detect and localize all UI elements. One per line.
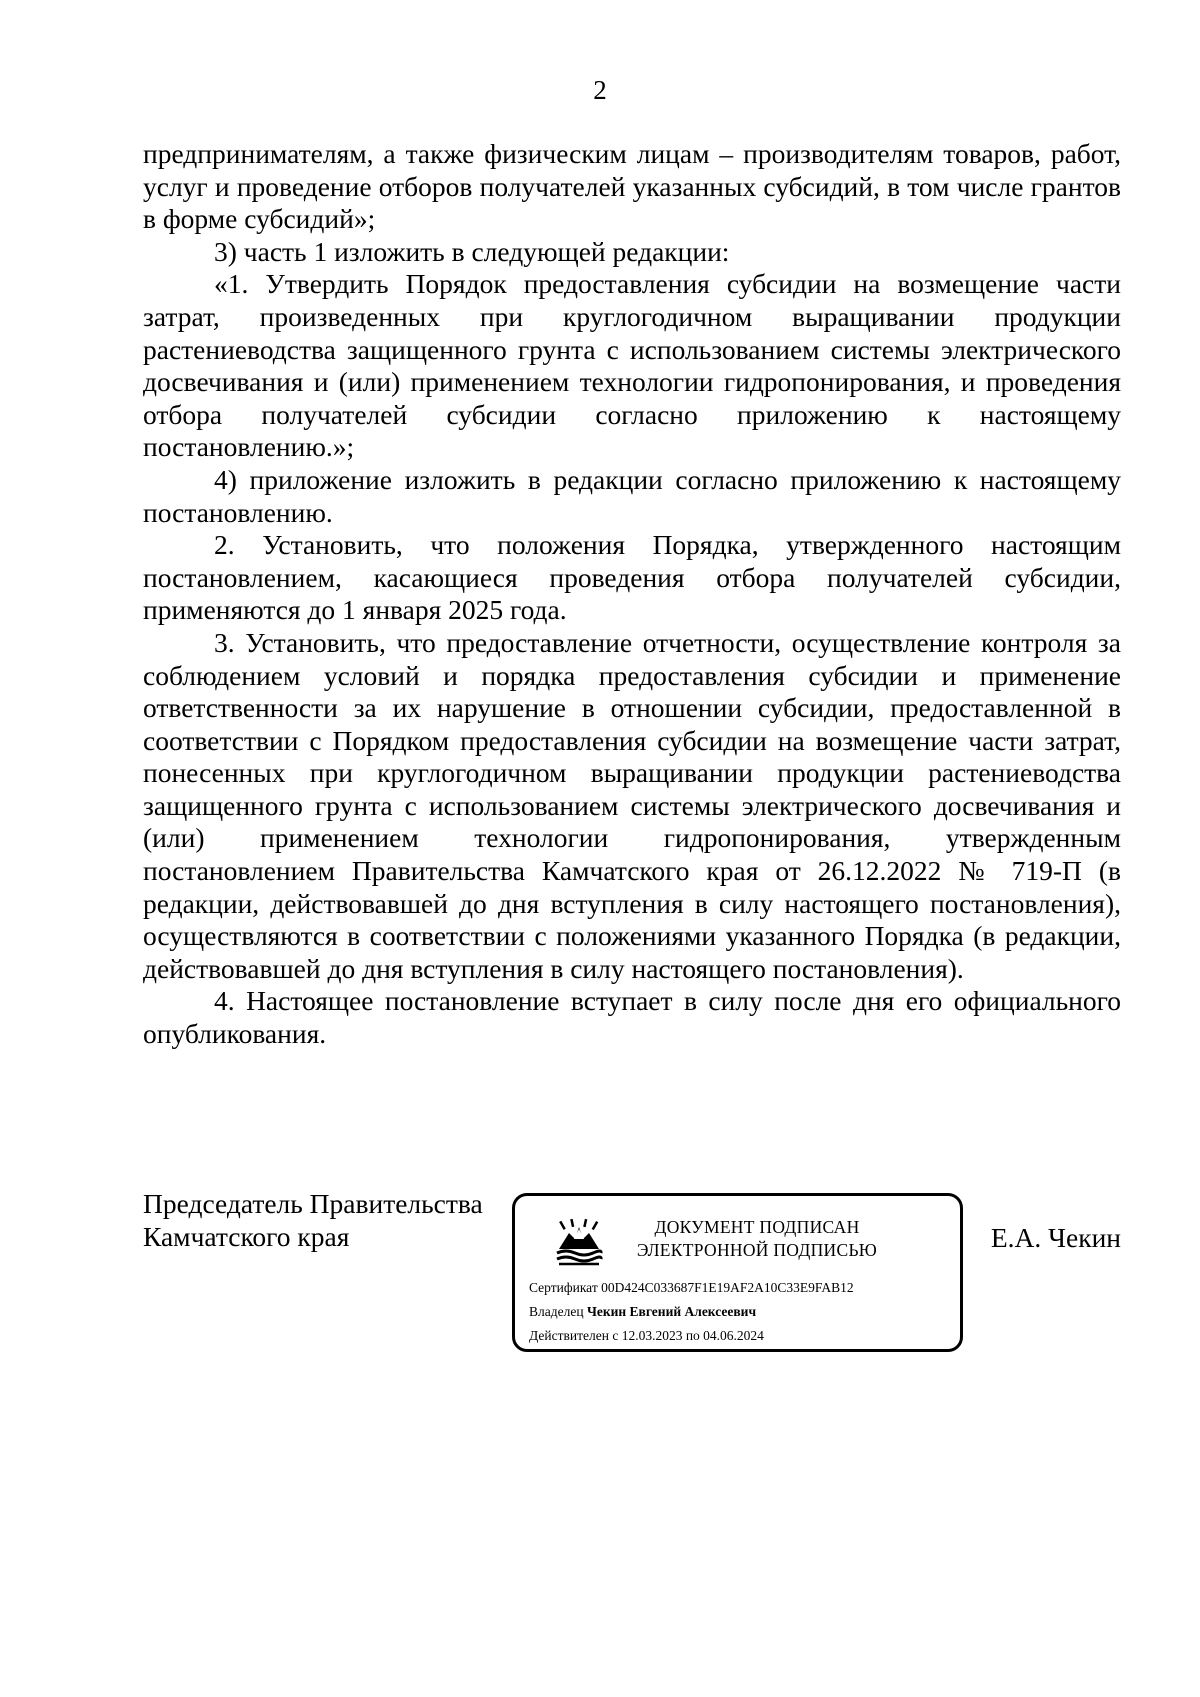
stamp-heading (623, 1216, 891, 1262)
paragraph-clause-2: 2. Установить, что положения Порядка, утвержденного настоящим постановлением, касающиеся проведения отбора получателей субсидии, применяются до 1 января 2025 года. (143, 529, 1121, 626)
paragraph-item-4: 4) приложение изложить в редакции согласно приложению к настоящему постановлению. (143, 463, 1121, 528)
paragraph-quoted-part-1: «1. Утвердить Порядок предоставления субсидии на возмещение части затрат, произведенных при круглогодичном выращивании продукции растениеводства защищенного грунта с использованием системы электрического досвечивания и (или) применением технологии гидропонирования, и проведения отбора получателей субсидии согласно приложению к настоящему постановлению.»; (143, 268, 1121, 463)
kamchatka-emblem-icon (553, 1219, 605, 1267)
paragraph-continuation: предпринимателям, а также физическим лицам – производителям товаров, работ, услуг и проведение отборов получателей указанных субсидий, в том числе грантов в форме субсидий»; (143, 138, 1121, 235)
valid-from-label: с (612, 1328, 619, 1343)
stamp-validity-row (529, 1327, 764, 1345)
stamp-owner-row (529, 1303, 756, 1321)
certificate-label: Сертификат (529, 1280, 598, 1295)
page-number: 2 (593, 75, 607, 105)
paragraph-item-3: 3) часть 1 изложить в следующей редакции: (214, 235, 730, 267)
certificate-value: 00D424C033687F1E19AF2A10C33E9FAB12 (601, 1280, 854, 1295)
valid-to-date: 04.06.2024 (703, 1328, 764, 1343)
owner-value: Чекин Евгений Алексеевич (586, 1304, 757, 1319)
signatory-title-line1: Председатель Правительства (143, 1188, 483, 1219)
owner-label: Владелец (529, 1304, 584, 1319)
validity-label: Действителен (529, 1328, 609, 1343)
signatory-title-line2: Камчатского края (143, 1220, 350, 1252)
stamp-certificate-row (529, 1279, 854, 1297)
paragraph-clause-3: 3. Установить, что предоставление отчетности, осуществление контроля за соблюдением условий и порядка предоставления субсидии и применение ответственности за их нарушение в отношении субсидии, предоставленной в соответствии с Порядком предоставления субсидии на возмещение части затрат, понесенных при круглогодичном выращивании продукции растениеводства защищенного грунта с использованием системы электрического досвечивания и (или) применением технологии гидропонирования, утвержденным постановлением Правительства Камчатского края от 26.12.2022 № 719-П (в редакции, действовавшей до дня вступления в силу настоящего постановления), осуществляются в соответствии с положениями указанного Порядка (в редакции, действовавшей до дня вступления в силу настоящего постановления). (143, 626, 1121, 984)
stamp-heading-line1: ДОКУМЕНТ ПОДПИСАН (654, 1217, 860, 1237)
electronic-signature-stamp (512, 1193, 963, 1352)
signatory-name: Е.А. Чекин (990, 1222, 1121, 1253)
paragraph-clause-4: 4. Настоящее постановление вступает в силу после дня его официального опубликования. (143, 985, 1121, 1050)
valid-to-label: по (685, 1328, 700, 1343)
signatory-title (143, 1188, 483, 1253)
valid-from-date: 12.03.2023 (621, 1328, 683, 1343)
document-body (143, 138, 1121, 1051)
stamp-heading-line2: ЭЛЕКТРОННОЙ ПОДПИСЬЮ (636, 1240, 878, 1260)
